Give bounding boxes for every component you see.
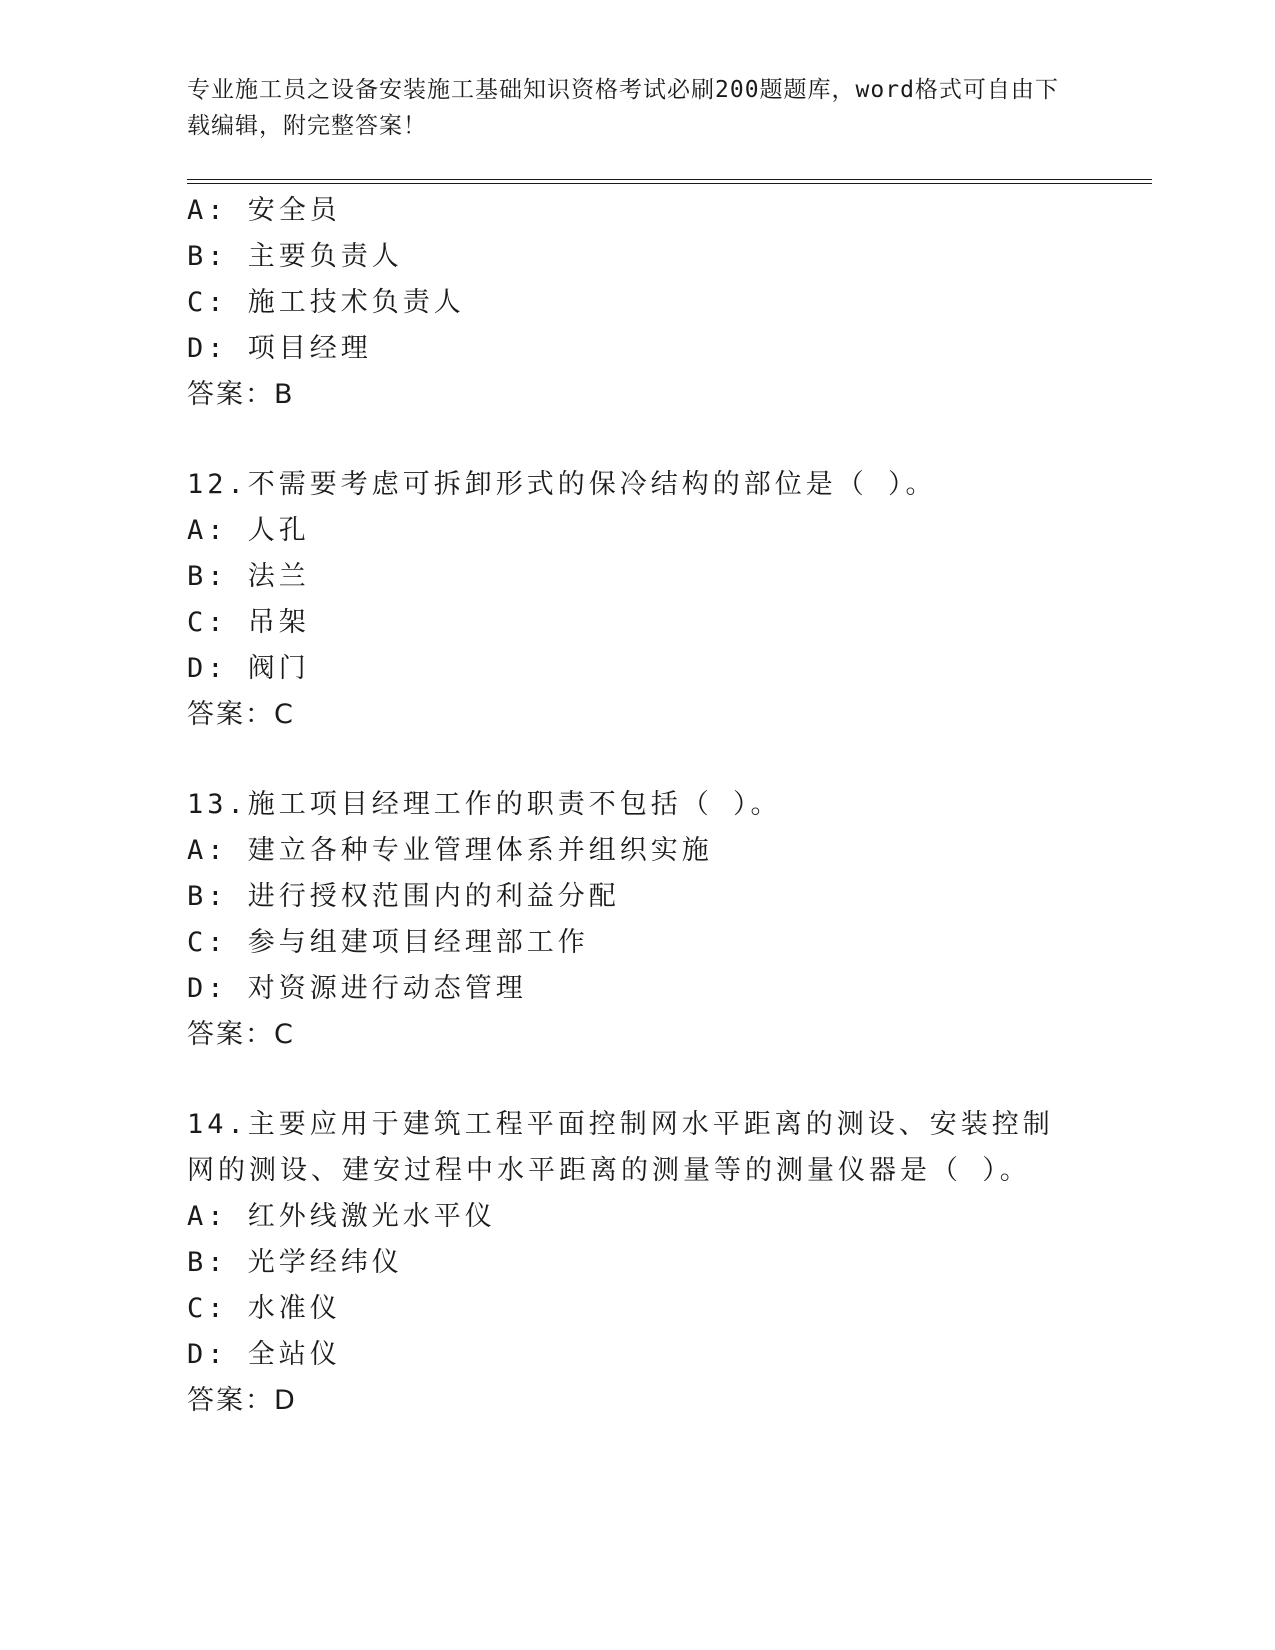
option-b: B: 光学经纬仪 bbox=[187, 1247, 403, 1278]
option-c: C: 水准仪 bbox=[187, 1293, 341, 1324]
option-c: C: 参与组建项目经理部工作 bbox=[187, 927, 589, 958]
document-header: 专业施工员之设备安装施工基础知识资格考试必刷200题题库，word格式可自由下载编辑，附完整答案！ bbox=[187, 77, 1059, 139]
header-divider-bottom bbox=[187, 183, 1152, 184]
answer-line: 答案：C bbox=[187, 1019, 295, 1050]
option-b: B: 进行授权范围内的利益分配 bbox=[187, 881, 620, 912]
option-a: A: 红外线激光水平仪 bbox=[187, 1201, 496, 1232]
answer-line: 答案：B bbox=[187, 379, 295, 410]
option-d: D: 全站仪 bbox=[187, 1339, 341, 1370]
question-text: 13.施工项目经理工作的职责不包括（ ）。 bbox=[187, 789, 782, 820]
header-divider-top bbox=[187, 179, 1152, 180]
question-block-13 bbox=[187, 782, 1087, 1058]
question-text: 12.不需要考虑可拆卸形式的保冷结构的部位是（ ）。 bbox=[187, 469, 937, 500]
option-c: C: 施工技术负责人 bbox=[187, 287, 465, 318]
option-d: D: 阀门 bbox=[187, 653, 310, 684]
answer-line: 答案：D bbox=[187, 1385, 297, 1416]
answer-line: 答案：C bbox=[187, 699, 295, 730]
question-block-14 bbox=[187, 1102, 1087, 1424]
question-block-12 bbox=[187, 462, 1087, 738]
question-text: 14.主要应用于建筑工程平面控制网水平距离的测设、安装控制网的测设、建安过程中水平距离的测量等的测量仪器是（ ）。 bbox=[187, 1109, 1054, 1186]
option-a: A: 安全员 bbox=[187, 195, 341, 226]
option-b: B: 主要负责人 bbox=[187, 241, 403, 272]
option-b: B: 法兰 bbox=[187, 561, 310, 592]
option-c: C: 吊架 bbox=[187, 607, 310, 638]
option-a: A: 建立各种专业管理体系并组织实施 bbox=[187, 835, 713, 866]
option-d: D: 项目经理 bbox=[187, 333, 372, 364]
question-block-11 bbox=[187, 188, 1087, 418]
question-list bbox=[187, 188, 1087, 1424]
option-d: D: 对资源进行动态管理 bbox=[187, 973, 527, 1004]
option-a: A: 人孔 bbox=[187, 515, 310, 546]
